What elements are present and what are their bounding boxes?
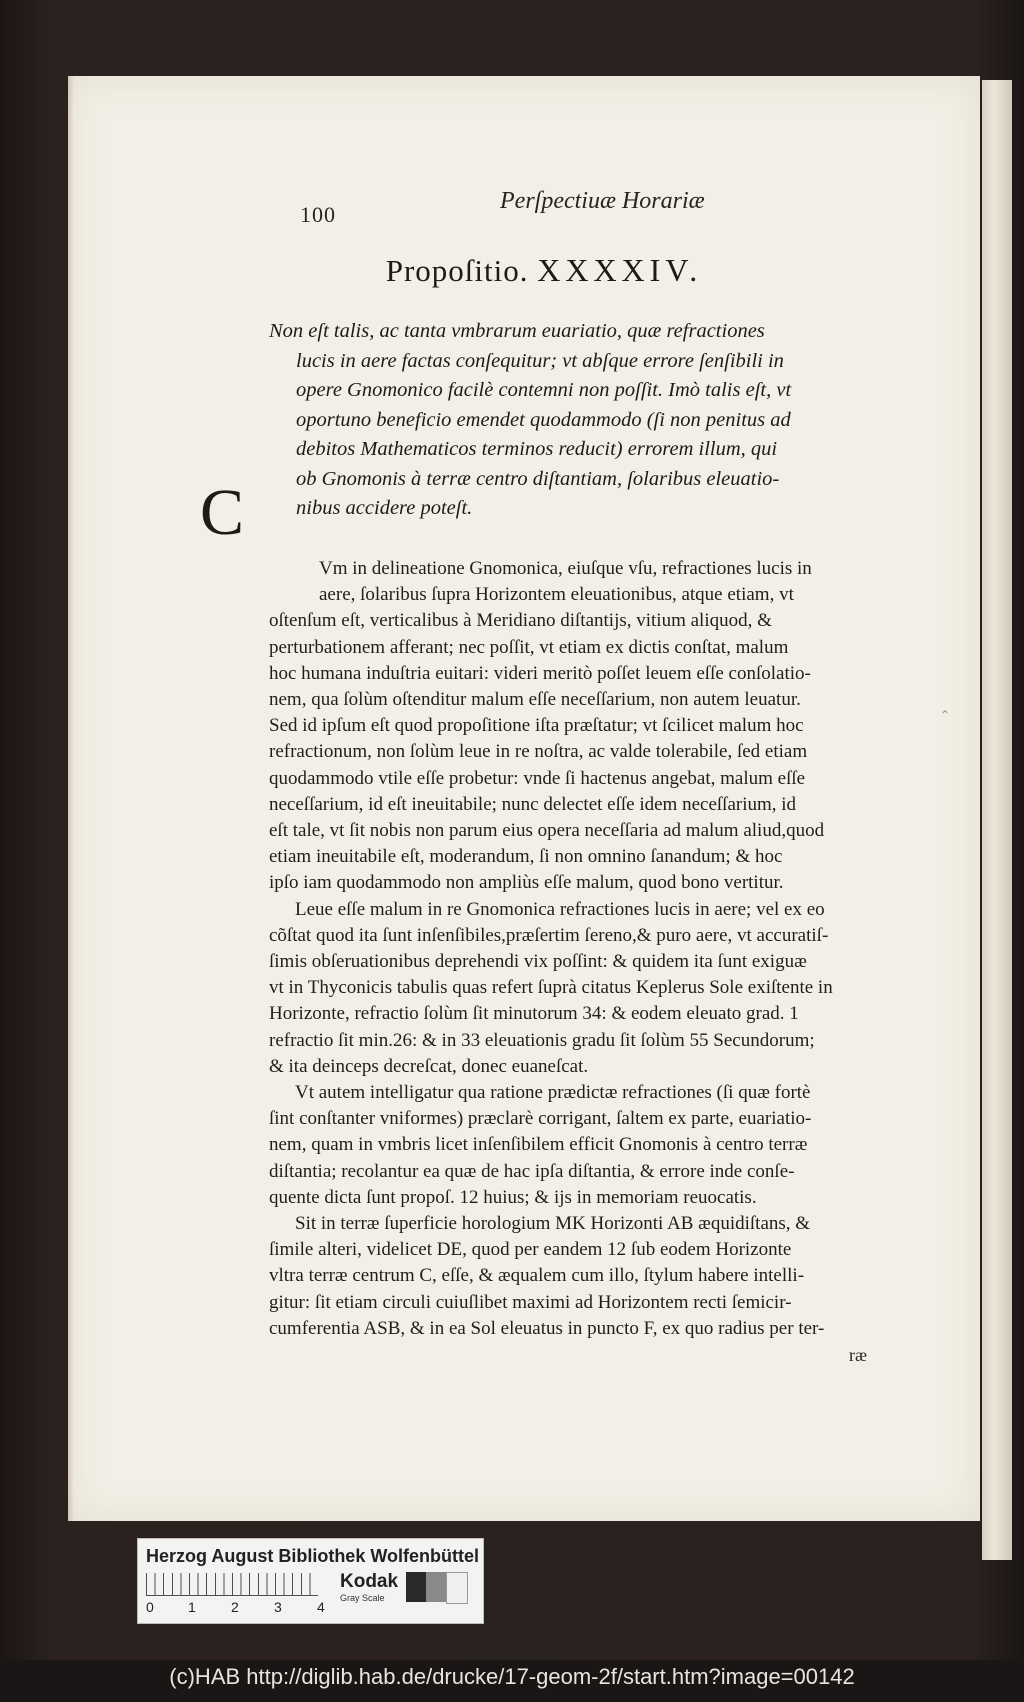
- body-line: ſimis obſeruationibus deprehendi vix poſſint: & quidem ita ſunt exiguæ: [269, 951, 807, 973]
- body-line: ipſo iam quodammodo non ampliùs eſſe malum, quod bono vertitur.: [269, 872, 784, 894]
- body-line: Sed id ipſum eſt quod propoſitione iſta præſtatur; vt ſcilicet malum hoc: [269, 715, 804, 737]
- body-line: Leue eſſe malum in re Gnomonica refractiones lucis in aere; vel ex eo: [295, 898, 825, 920]
- body-line: oſtenſum eſt, verticalibus à Meridiano diſtantijs, vitium aliquod, &: [269, 610, 772, 632]
- body-line: Sit in terræ ſuperficie horologium MK Horizonti AB æquidiſtans, &: [295, 1213, 811, 1235]
- statement-line: opere Gnomonico facilè contemni non poſſit. Imò talis eſt, vt: [296, 379, 792, 401]
- ruler-scale: [146, 1573, 318, 1596]
- ruler-number: 0: [146, 1599, 154, 1615]
- library-name: Herzog August Bibliothek Wolfenbüttel: [146, 1546, 479, 1566]
- body-line: eſt tale, vt ſit nobis non parum eius opera neceſſaria ad malum aliud,quod: [269, 820, 825, 842]
- statement-line: oportuno beneficio emendet quodammodo (ſi non penitus ad: [296, 408, 791, 431]
- statement-line: lucis in aere factas conſequitur; vt abſque errore ſenſibili in: [296, 349, 784, 372]
- body-line: ſint conſtanter vniformes) præclarè corrigant, ſaltem ex parte, euariatio-: [269, 1108, 812, 1130]
- ruler-number: 3: [274, 1599, 282, 1615]
- body-line: quente dicta ſunt propoſ. 12 huius; & ijs in memoriam reuocatis.: [269, 1186, 757, 1208]
- swatch-light: [446, 1572, 468, 1604]
- body-line: aere, ſolaribus ſupra Horizontem eleuationibus, atque etiam, vt: [319, 584, 794, 606]
- swatch-dark: [406, 1572, 426, 1602]
- body-line: Vm in delineatione Gnomonica, eiuſque vſu, refractiones lucis in: [319, 558, 812, 579]
- body-line: refractio ſit min.26: & in 33 eleuationis gradu ſit ſolùm 55 Secundorum;: [269, 1029, 815, 1051]
- statement-line: Non eſt talis, ac tanta vmbrarum euariatio, quæ refractiones: [269, 320, 765, 342]
- ruler-number: 4: [317, 1599, 325, 1615]
- page-number: 100: [300, 202, 336, 227]
- body-line: etiam ineuitabile eſt, moderandum, ſi non omnino ſanandum; & hoc: [269, 846, 783, 868]
- body-line: nem, qua ſolùm oſtenditur malum eſſe neceſſarium, non autem leuatur.: [269, 689, 801, 711]
- body-line: refractionum, non ſolùm leue in re noſtra, ac valde tolerabile, ſed etiam: [269, 741, 808, 763]
- body-line: vt in Thyconicis tabulis quas refert ſuprà citatus Keplerus Sole exiſtente in: [269, 977, 833, 999]
- proposition-statement: [269, 317, 897, 524]
- margin-mark: ⌃: [940, 708, 951, 722]
- ruler-number: 2: [231, 1599, 239, 1615]
- body-text: [269, 556, 897, 1369]
- body-line: gitur: ſit etiam circuli cuiuſlibet maximi ad Horizontem recti ſemicir-: [269, 1291, 792, 1313]
- body-line: neceſſarium, id eſt ineuitabile; nunc delectet eſſe idem neceſſarium, id: [269, 793, 797, 815]
- body-line: quodammodo vtile eſſe probetur: vnde ſi hactenus angebat, malum eſſe: [269, 767, 806, 789]
- body-line: ſimile alteri, videlicet DE, quod per eandem 12 ſub eodem Horizonte: [269, 1239, 792, 1261]
- body-line: diſtantia; recolantur ea quæ de hac ipſa diſtantia, & errore inde conſe-: [269, 1160, 795, 1182]
- body-line: hoc humana induſtria euitari: videri meritò poſſet leuem eſſe conſolatio-: [269, 662, 811, 684]
- grayscale-label: Gray Scale: [340, 1593, 385, 1603]
- color-scale-card: [137, 1538, 484, 1624]
- body-line: Horizonte, refractio ſolùm ſit minutorum 34: & eodem eleuato grad. 1: [269, 1003, 799, 1025]
- body-line: nem, quam in vmbris licet inſenſibilem efficit Gnomonis à centro terræ: [269, 1134, 808, 1156]
- kodak-logo: Kodak: [340, 1571, 399, 1592]
- body-line: perturbationem afferant; nec poſſit, vt etiam ex dictis conſtat, malum: [269, 636, 789, 658]
- drop-cap: C: [200, 476, 245, 549]
- body-line: & ita deinceps decreſcat, donec euaneſcat.: [269, 1055, 589, 1077]
- catchword: ræ: [849, 1345, 867, 1366]
- swatch-mid: [426, 1572, 446, 1602]
- body-line: cõſtat quod ita ſunt inſenſibiles,præſertim ſereno,& puro aere, vt accuratiſ-: [269, 924, 829, 946]
- gray-swatches: [406, 1572, 468, 1602]
- running-head: Perſpectiuæ Horariæ: [500, 188, 705, 214]
- proposition-title: [68, 252, 980, 289]
- copyright-footer: (c)HAB http://diglib.hab.de/drucke/17-geom-2f/start.htm?image=00142: [169, 1664, 855, 1689]
- body-line: vltra terræ centrum C, eſſe, & æqualem cum illo, ſtylum habere intelli-: [269, 1265, 805, 1287]
- title-word: Propoſitio.: [385, 253, 529, 288]
- body-line: Vt autem intelligatur qua ratione prædictæ refractiones (ſi quæ fortè: [295, 1082, 811, 1104]
- statement-line: ob Gnomonis à terræ centro diſtantiam, ſolaribus eleuatio-: [296, 467, 780, 490]
- title-numeral: XXXXIV.: [537, 252, 703, 288]
- body-line: cumferentia ASB, & in ea Sol eleuatus in puncto F, ex quo radius per ter-: [269, 1317, 825, 1339]
- gutter-shadow: [68, 76, 74, 1521]
- ruler-number: 1: [188, 1599, 196, 1615]
- facing-page-edge: [982, 80, 1012, 1560]
- catchword-line: [269, 1342, 897, 1369]
- statement-line: debitos Mathematicos terminos reducit) errorem illum, qui: [296, 438, 778, 460]
- statement-line: nibus accidere poteſt.: [296, 497, 473, 519]
